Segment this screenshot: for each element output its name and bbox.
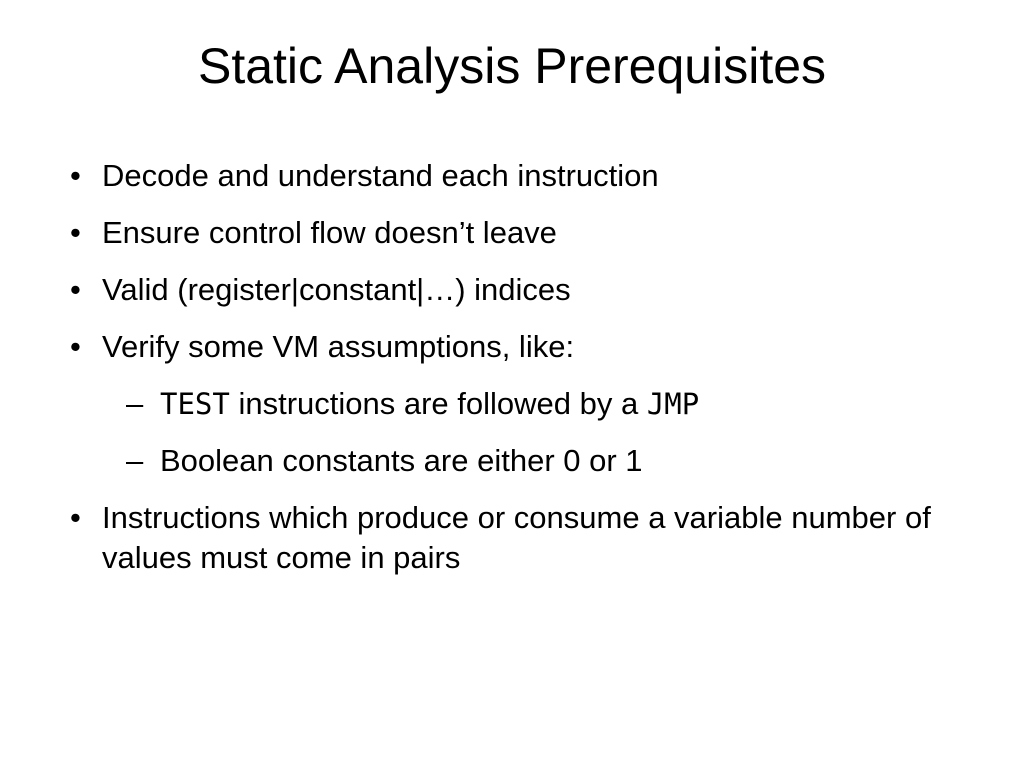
sub-bullet-item — [118, 384, 970, 424]
bullet-marker: • — [70, 329, 81, 364]
sub-bullet-marker: – — [126, 386, 144, 421]
sub-bullet-item — [118, 441, 970, 481]
bullet-marker: • — [70, 272, 81, 307]
bullet-item — [70, 498, 970, 578]
slide-title: Static Analysis Prerequisites — [197, 38, 827, 94]
bullet-text: Valid (register|constant|…) indices — [102, 272, 571, 307]
code-keyword-jmp: JMP — [646, 387, 700, 421]
sub-bullet-text: instructions are followed by a — [229, 386, 647, 421]
sub-bullet-list — [102, 384, 970, 481]
bullet-item — [70, 156, 970, 196]
bullet-marker: • — [70, 158, 81, 193]
bullet-text: Verify some VM assumptions, like: — [102, 329, 575, 364]
bullet-list — [70, 156, 970, 595]
bullet-marker: • — [70, 500, 81, 535]
sub-bullet-marker: – — [126, 443, 144, 478]
bullet-text: Ensure control flow doesn’t leave — [102, 215, 557, 250]
sub-bullet-text: Boolean constants are either 0 or 1 — [160, 443, 643, 478]
bullet-item — [70, 270, 970, 310]
bullet-item — [70, 327, 970, 481]
bullet-marker: • — [70, 215, 81, 250]
bullet-text: Instructions which produce or consume a variable number of values must come in pairs — [102, 500, 931, 575]
bullet-text: Decode and understand each instruction — [102, 158, 659, 193]
code-keyword-test: TEST — [160, 387, 230, 421]
bullet-item — [70, 213, 970, 253]
